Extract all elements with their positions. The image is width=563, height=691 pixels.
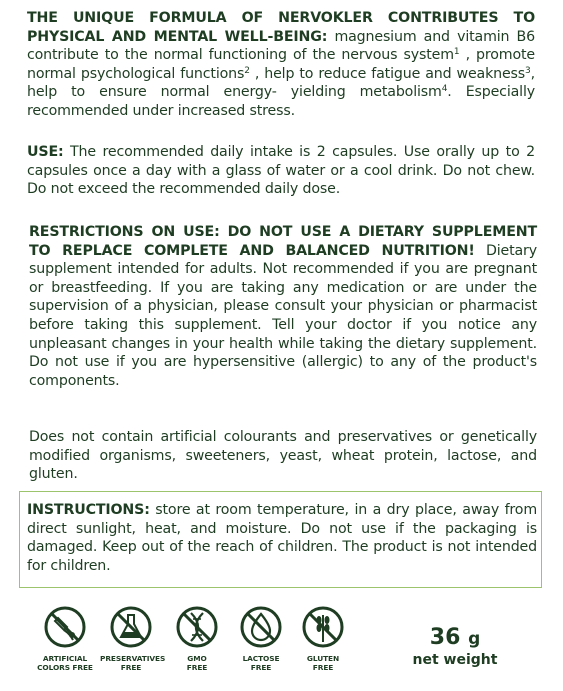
badge-gmo — [166, 605, 228, 672]
footnote-4: 4 — [441, 84, 448, 95]
badge-lactose — [230, 605, 292, 672]
badge-label-line1: LACTOSE — [242, 654, 280, 663]
restrictions-text: Dietary supplement intended for adults. Not recommended if you are pregnant or breastfeeding. If you are taking any medication or are under the supervision of a physician, please consult your physician or pharmacist before taking this supplement. Tell your doctor if you notice any unpleasant changes in your health while taking the dietary supplement. Do not use if you are hypersensitive (allergic) to any of the product's components. — [29, 242, 537, 389]
use-text: The recommended daily intake is 2 capsules. Use orally up to 2 capsules once a day with a glass of water or a cool drink. Do not chew. Do not exceed the recommended daily dose. — [27, 144, 535, 198]
benefits-paragraph — [27, 9, 535, 121]
badge-label-line2: FREE — [312, 662, 334, 672]
benefits-heading: THE UNIQUE FORMULA OF NERVOKLER CONTRIBUTES TO PHYSICAL AND MENTAL WELL-BEING: — [27, 10, 535, 45]
benefits-text: magnesium and vitamin B6 contribute to the normal functioning of the nervous system — [27, 28, 535, 64]
no-lactose-icon — [239, 605, 283, 649]
net-weight-label: net weight — [412, 652, 498, 668]
footnote-1: 1 — [453, 47, 460, 58]
net-weight-unit: g — [468, 629, 481, 649]
badge-label-line1: ARTIFICIAL — [42, 654, 88, 663]
free-from-paragraph — [29, 428, 537, 484]
benefits-text: , help to ensure normal energy- yielding metabolism — [27, 65, 535, 101]
no-artificial-colors-icon — [43, 605, 87, 649]
badge-label-line1: GMO — [187, 654, 207, 663]
badge-artificial-colors — [34, 605, 96, 672]
badge-preservatives — [100, 605, 166, 672]
restrictions-paragraph — [29, 223, 537, 390]
badge-label-line1: GLUTEN — [306, 654, 340, 663]
footnote-2: 2 — [244, 65, 250, 76]
net-weight-value: 36 — [429, 625, 461, 650]
no-gluten-icon — [301, 605, 345, 649]
no-gmo-icon — [175, 605, 219, 649]
instructions-heading: INSTRUCTIONS: — [27, 502, 150, 518]
instructions-paragraph — [27, 501, 537, 575]
badge-label-line2: FREE — [120, 662, 142, 672]
free-from-text: Does not contain artificial colourants and preservatives or genetically modified organisms, sweeteners, yeast, wheat protein, lactose, and gluten. — [29, 429, 537, 483]
benefits-text: , help to reduce fatigue and weakness — [249, 65, 526, 82]
net-weight — [405, 626, 505, 669]
benefits-text: , promote normal psychological functions — [27, 47, 536, 82]
badge-label-line2: FREE — [250, 662, 272, 672]
benefits-text: . Especially recommended under increased stress. — [27, 84, 536, 119]
free-from-badges — [36, 605, 356, 687]
footnote-3: 3 — [525, 65, 531, 76]
badge-gluten — [292, 605, 354, 672]
no-preservatives-icon — [109, 605, 153, 649]
instructions-text: store at room temperature, in a dry place, away from direct sunlight, heat, and moisture. Do not use if the packaging is damaged. Keep out of the reach of children. The product is not intended for children. — [27, 502, 537, 574]
use-paragraph — [27, 143, 535, 199]
badge-label-line1: PRESERVATIVES — [100, 654, 166, 663]
badge-label-line2: FREE — [186, 662, 208, 672]
use-heading: USE: — [27, 144, 64, 160]
restrictions-heading: RESTRICTIONS ON USE: DO NOT USE A DIETARY SUPPLEMENT TO REPLACE COMPLETE AND BALANCED NUTRITION! — [29, 224, 537, 259]
badge-label-line2: COLORS FREE — [37, 662, 93, 672]
